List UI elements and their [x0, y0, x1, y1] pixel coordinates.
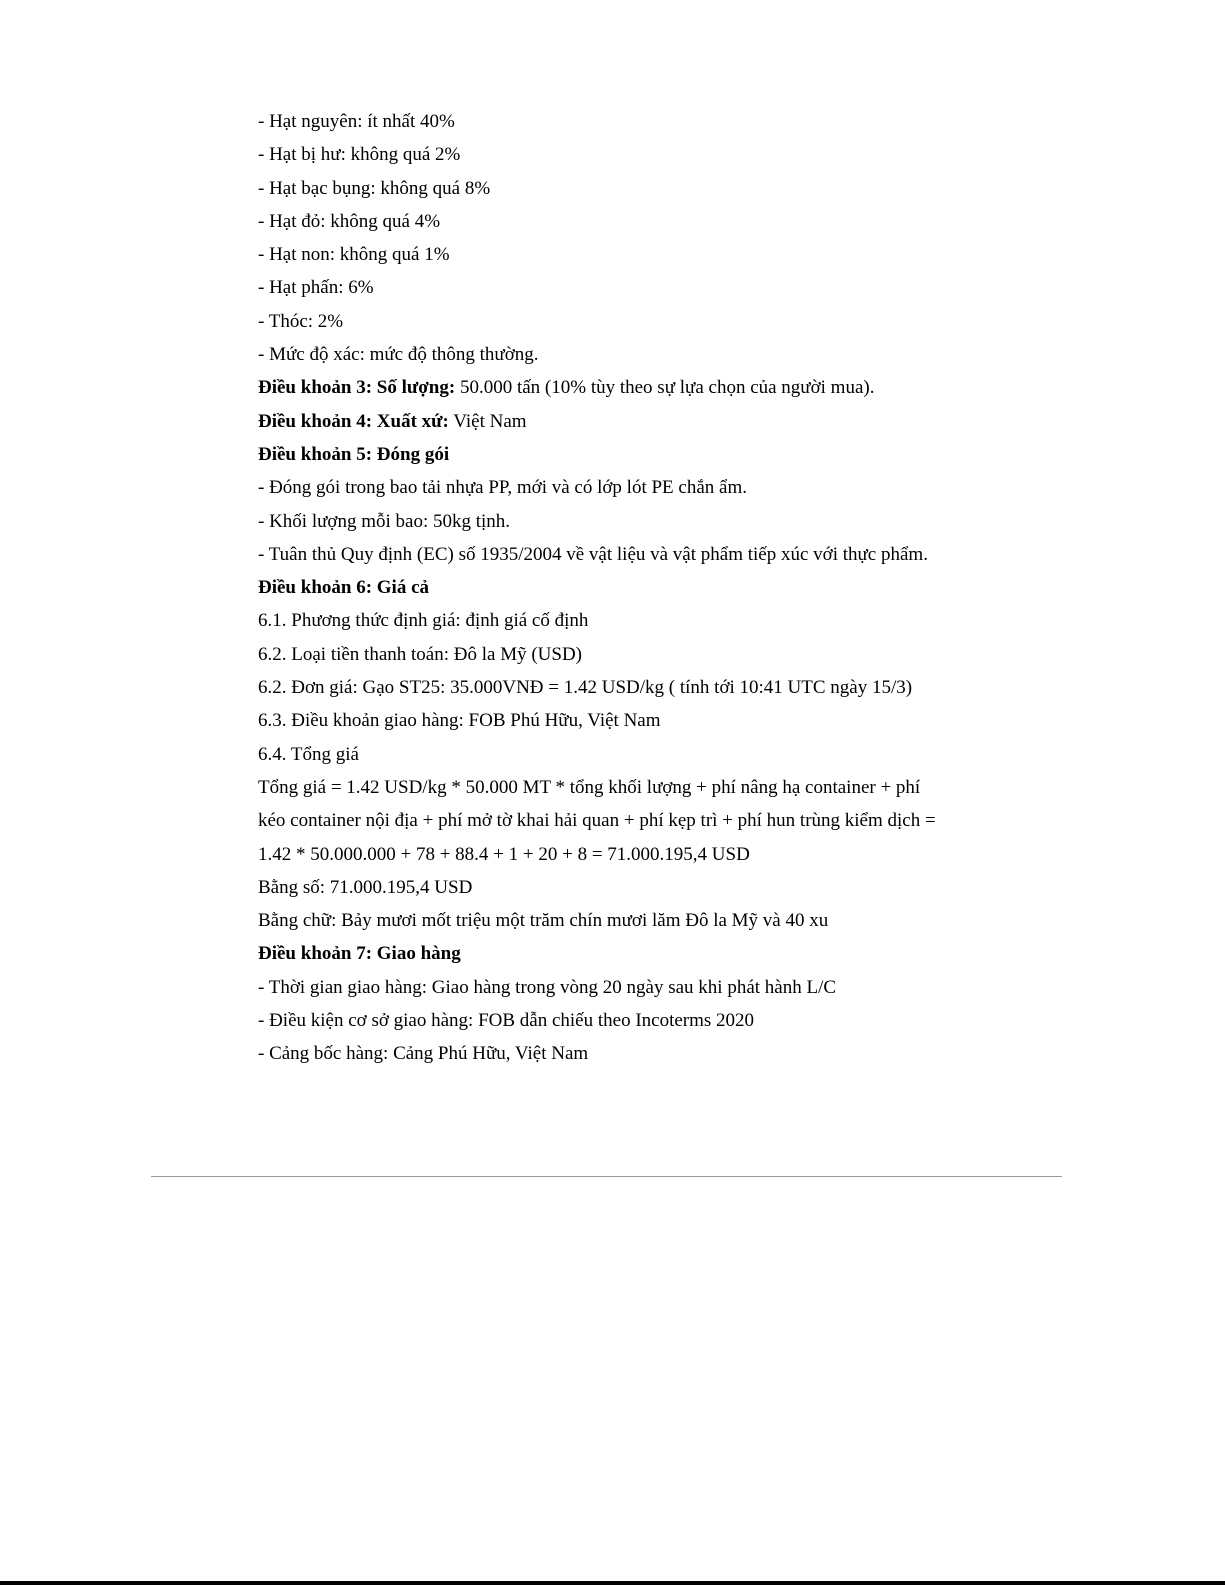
- line-text: - Điều kiện cơ sở giao hàng: FOB dẫn chiếu theo Incoterms 2020: [258, 1010, 755, 1032]
- line-text: 6.3. Điều khoản giao hàng: FOB Phú Hữu, Việt Nam: [258, 710, 661, 732]
- text-line: [258, 638, 978, 671]
- line-text: - Khối lượng mỗi bao: 50kg tịnh.: [258, 510, 511, 532]
- text-line: [258, 405, 978, 438]
- section-heading: [258, 571, 978, 604]
- line-text: Bằng chữ: Bảy mươi mốt triệu một trăm chín mươi lăm Đô la Mỹ và 40 xu: [258, 910, 829, 932]
- line-text: - Cảng bốc hàng: Cảng Phú Hữu, Việt Nam: [258, 1043, 589, 1065]
- text-line: [258, 338, 978, 371]
- line-text: Việt Nam: [448, 410, 527, 432]
- page-divider: [151, 1176, 1062, 1177]
- line-text: - Mức độ xác: mức độ thông thường.: [258, 344, 539, 366]
- text-line: [258, 471, 978, 504]
- text-line: [258, 604, 978, 637]
- line-text: Bằng số: 71.000.195,4 USD: [258, 876, 473, 898]
- bold-label: Điều khoản 3: Số lượng:: [258, 377, 456, 399]
- text-line: [258, 871, 978, 904]
- line-text: 6.1. Phương thức định giá: định giá cố định: [258, 610, 589, 632]
- text-line: [258, 771, 978, 804]
- line-text: - Tuân thủ Quy định (EC) số 1935/2004 về vật liệu và vật phẩm tiếp xúc với thực phẩm.: [258, 543, 928, 565]
- text-line: [258, 271, 978, 304]
- line-text: - Hạt nguyên: ít nhất 40%: [258, 111, 455, 132]
- bold-label: Điều khoản 4: Xuất xứ:: [258, 410, 449, 432]
- line-text: - Thóc: 2%: [258, 310, 344, 332]
- text-line: [258, 804, 978, 837]
- line-text: Tổng giá = 1.42 USD/kg * 50.000 MT * tổng khối lượng + phí nâng hạ container + phí: [258, 776, 921, 798]
- line-text: - Hạt non: không quá 1%: [258, 244, 450, 266]
- line-text: 6.2. Đơn giá: Gạo ST25: 35.000VNĐ = 1.42 USD/kg ( tính tới 10:41 UTC ngày 15/3): [258, 677, 913, 699]
- text-line: [258, 371, 978, 404]
- text-line: [258, 238, 978, 271]
- line-text: - Hạt bị hư: không quá 2%: [258, 144, 461, 166]
- bold-label: Điều khoản 6: Giá cả: [258, 577, 430, 599]
- line-text: 6.2. Loại tiền thanh toán: Đô la Mỹ (USD): [258, 643, 583, 665]
- text-line: [258, 671, 978, 704]
- text-line: [258, 105, 978, 138]
- line-text: - Hạt phấn: 6%: [258, 277, 374, 299]
- bold-label: Điều khoản 7: Giao hàng: [258, 943, 461, 965]
- line-text: kéo container nội địa + phí mở tờ khai hải quan + phí kẹp trì + phí hun trùng kiểm dịch =: [258, 810, 936, 832]
- line-text: - Thời gian giao hàng: Giao hàng trong vòng 20 ngày sau khi phát hành L/C: [258, 976, 837, 998]
- text-line: [258, 305, 978, 338]
- line-text: 1.42 * 50.000.000 + 78 + 88.4 + 1 + 20 + 8 = 71.000.195,4 USD: [258, 843, 750, 865]
- text-line: [258, 1037, 978, 1070]
- bold-label: Điều khoản 5: Đóng gói: [258, 443, 450, 465]
- line-text: - Hạt đỏ: không quá 4%: [258, 210, 441, 232]
- text-line: [258, 738, 978, 771]
- text-line: [258, 704, 978, 737]
- text-line: [258, 1004, 978, 1037]
- text-line: [258, 172, 978, 205]
- line-text: 50.000 tấn (10% tùy theo sự lựa chọn của người mua).: [455, 377, 875, 399]
- line-text: 6.4. Tổng giá: [258, 743, 359, 765]
- text-line: [258, 838, 978, 871]
- text-line: [258, 538, 978, 571]
- line-text: - Hạt bạc bụng: không quá 8%: [258, 177, 491, 199]
- section-heading: [258, 438, 978, 471]
- text-line: [258, 138, 978, 171]
- line-text: - Đóng gói trong bao tải nhựa PP, mới và có lớp lót PE chắn ẩm.: [258, 477, 747, 499]
- page-bottom-edge: [0, 1581, 1225, 1585]
- text-line: [258, 205, 978, 238]
- text-line: [258, 971, 978, 1004]
- text-line: [258, 904, 978, 937]
- document-body: [258, 105, 978, 1071]
- section-heading: [258, 937, 978, 970]
- text-line: [258, 505, 978, 538]
